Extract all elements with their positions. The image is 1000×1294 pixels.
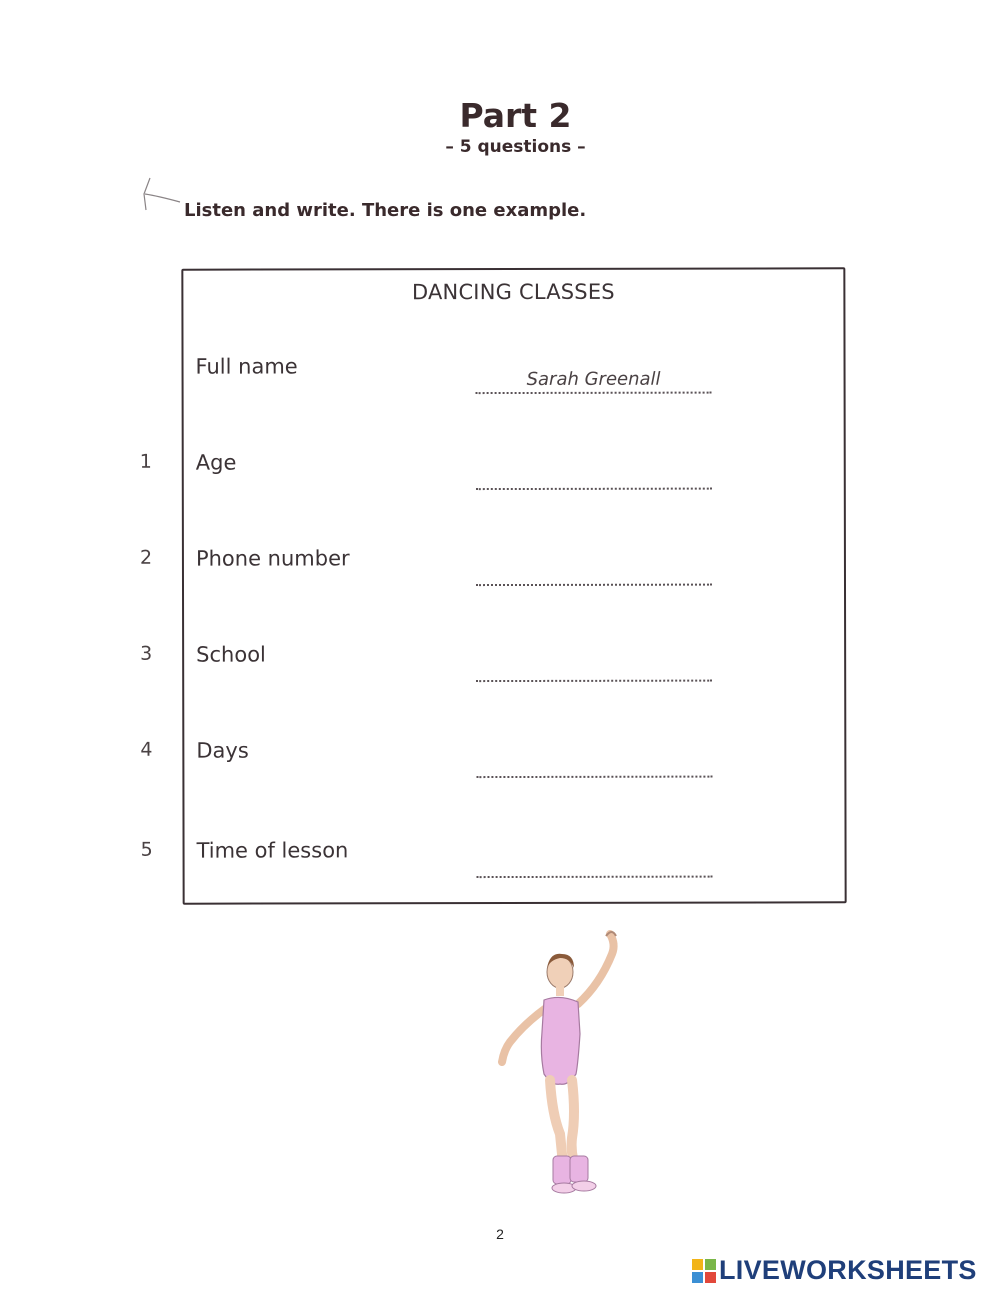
form-row-5: [140, 837, 845, 878]
row-number: 5: [140, 838, 153, 861]
answer-field[interactable]: [477, 850, 713, 878]
liveworksheets-brand[interactable]: [692, 1255, 977, 1286]
brand-name: LIVEWORKSHEETS: [719, 1255, 977, 1285]
row-label: Time of lesson: [196, 838, 349, 863]
answer-field[interactable]: [476, 654, 712, 682]
row-number: 3: [140, 642, 153, 665]
row-label: Full name: [195, 354, 298, 379]
row-number: 1: [139, 450, 152, 473]
row-number: 4: [140, 738, 153, 761]
form-row-3: [140, 641, 844, 682]
answer-field[interactable]: [476, 558, 712, 586]
instruction-text: Listen and write. There is one example.: [184, 200, 587, 221]
form-title: DANCING CLASSES: [411, 279, 615, 305]
answer-field[interactable]: [476, 462, 712, 490]
form-row-2: [139, 545, 844, 586]
answer-value: Sarah Greenall: [526, 368, 661, 390]
answer-field[interactable]: [476, 366, 712, 394]
row-label: Days: [196, 738, 249, 763]
dancer-illustration: [480, 924, 650, 1204]
form-row-1: [139, 449, 844, 490]
page-title: Part 2: [459, 96, 572, 135]
row-label: School: [196, 642, 266, 667]
form-box: [139, 267, 846, 904]
liveworksheets-logo-icon: [692, 1259, 716, 1283]
row-label: Age: [195, 450, 237, 475]
row-number: 2: [139, 546, 153, 569]
page-subtitle: – 5 questions –: [445, 137, 586, 157]
page-number: 2: [496, 1226, 504, 1242]
answer-field[interactable]: [476, 750, 712, 778]
tick-mark-icon: [138, 176, 182, 216]
row-label: Phone number: [195, 546, 350, 571]
form-row-example: [184, 353, 844, 394]
form-row-4: [140, 737, 844, 778]
